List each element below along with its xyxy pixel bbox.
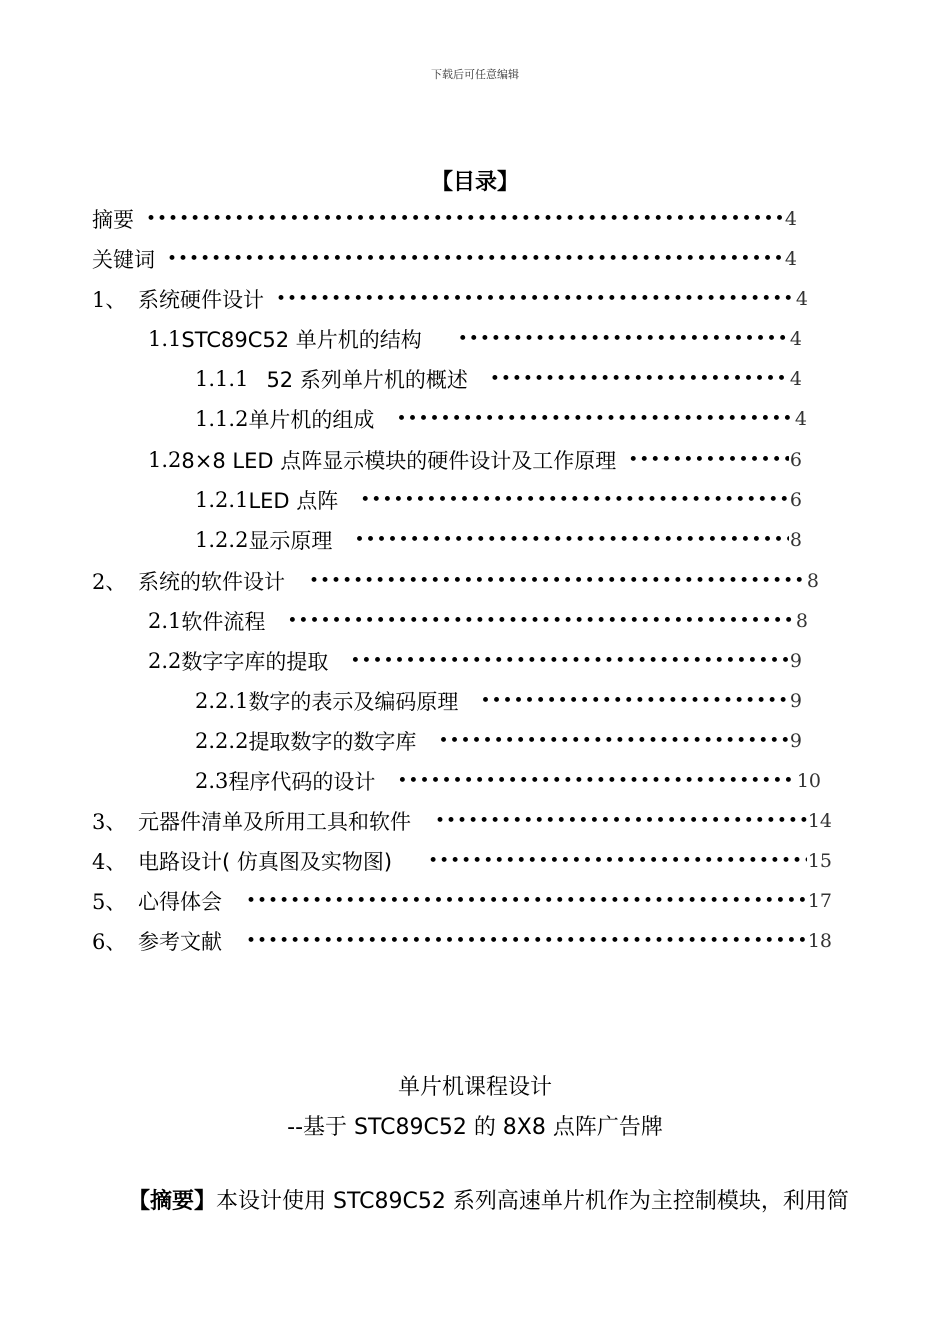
toc-item-6[interactable] [92,926,832,956]
page-header: 下载后可任意编辑 [431,68,519,81]
toc-page: 9 [789,730,802,752]
toc-leader [350,646,789,676]
toc-page: 4 [789,328,802,350]
toc-page: 14 [807,810,832,832]
toc-leader [246,926,807,956]
toc-label: 系统硬件设计 [138,288,264,312]
toc-number: 1.1.1 [195,367,249,391]
toc-label: 参考文献 [138,930,222,954]
toc-leader [146,204,784,234]
toc-label: LED 点阵 [248,489,339,513]
toc-label: 单片机的组成 [248,408,375,432]
toc-label: 8×8 LED 点阵显示模块的硬件设计及工作原理 [181,449,617,473]
abstract-tag: 【摘要】 [128,1189,217,1214]
toc-item-abstract[interactable] [92,204,797,234]
toc-page: 8 [795,610,808,632]
toc-page: 17 [807,890,832,912]
toc-number: 1、 [92,288,127,312]
toc-page: 8 [789,529,802,551]
toc-item-5[interactable] [92,886,832,916]
toc-label: 软件流程 [181,610,266,634]
toc-leader [438,726,788,756]
toc-leader [287,606,795,636]
toc-item-keywords[interactable] [92,244,797,274]
toc-page: 10 [796,770,821,792]
toc-item-1-1[interactable] [148,324,802,354]
toc-leader [246,886,807,916]
toc-item-1-2-1[interactable] [195,485,802,515]
document-subtitle: --基于 STC89C52 的 8X8 点阵广告牌 [287,1115,663,1140]
toc-number: 2、 [92,570,127,594]
toc-page: 6 [789,449,802,471]
toc-item-3[interactable] [92,806,832,836]
toc-label: 系统的软件设计 [138,570,285,594]
toc-label: 52 系列单片机的概述 [266,368,468,392]
toc-number: 1.2.2 [195,528,249,552]
toc-item-1[interactable] [92,284,808,314]
toc-label: 摘要 [92,208,134,232]
toc-page: 4 [784,208,797,230]
toc-page: 9 [789,690,802,712]
toc-label: 电路设计( 仿真图及实物图) [138,850,393,874]
toc-label: STC89C52 单片机的结构 [181,328,422,352]
toc-page: 4 [794,408,807,430]
toc-leader [458,324,789,354]
toc-page: 4 [795,288,808,310]
toc-label: 元器件清单及所用工具和软件 [138,810,411,834]
toc-label: 提取数字的数字库 [248,730,417,754]
toc-item-2-1[interactable] [148,606,808,636]
toc-leader [490,364,789,394]
toc-number: 2.2.2 [195,729,249,753]
toc-page: 9 [789,650,802,672]
toc-page: 4 [784,248,797,270]
toc-item-1-2[interactable] [148,445,802,475]
toc-number: 6、 [92,930,127,954]
toc-leader [167,244,784,274]
toc-label: 心得体会 [138,890,222,914]
toc-item-2[interactable] [92,566,819,596]
toc-item-2-3[interactable] [195,766,821,796]
toc-page: 6 [789,489,802,511]
document-title: 单片机课程设计 [397,1075,552,1100]
toc-number: 3、 [92,810,127,834]
toc-number: 1.1.2 [195,407,249,431]
toc-label: 显示原理 [248,529,333,553]
toc-label: 关键词 [92,248,155,272]
toc-number: 2.2 [148,649,182,673]
toc-item-1-1-1[interactable] [195,364,802,394]
toc-item-1-1-2[interactable] [195,404,807,434]
toc-leader [360,485,789,515]
toc-number: 1.1 [148,327,182,351]
toc-page: 8 [806,570,819,592]
toc-number: 1.2 [148,448,182,472]
toc-leader [276,284,795,314]
toc-item-1-2-2[interactable] [195,525,802,555]
toc-leader [628,445,789,475]
toc-item-2-2[interactable] [148,646,802,676]
toc-label: 程序代码的设计 [228,770,376,794]
toc-leader [354,525,788,555]
toc-leader [397,766,795,796]
abstract-paragraph [92,1184,892,1215]
toc-label: 数字字库的提取 [181,650,329,674]
toc-leader [309,566,806,596]
abstract-text: 本设计使用 STC89C52 系列高速单片机作为主控制模块，利用简 [216,1189,849,1214]
toc-leader [480,686,788,716]
toc-number: 2.3 [195,769,229,793]
toc-page: 4 [789,368,802,390]
toc-number: 2.2.1 [195,689,249,713]
toc-item-2-2-1[interactable] [195,686,802,716]
toc-title: 【目录】 [430,170,519,195]
toc-number: 5、 [92,890,127,914]
toc-page: 18 [807,930,832,952]
toc-item-2-2-2[interactable] [195,726,802,756]
toc-label: 数字的表示及编码原理 [248,690,459,714]
toc-number: 2.1 [148,609,182,633]
toc-leader [396,404,793,434]
toc-page: 15 [807,850,832,872]
toc-number: 4、 [92,850,127,874]
toc-leader [435,806,807,836]
toc-number: 1.2.1 [195,488,249,512]
toc-leader [428,846,807,876]
toc-item-4[interactable] [92,846,832,876]
